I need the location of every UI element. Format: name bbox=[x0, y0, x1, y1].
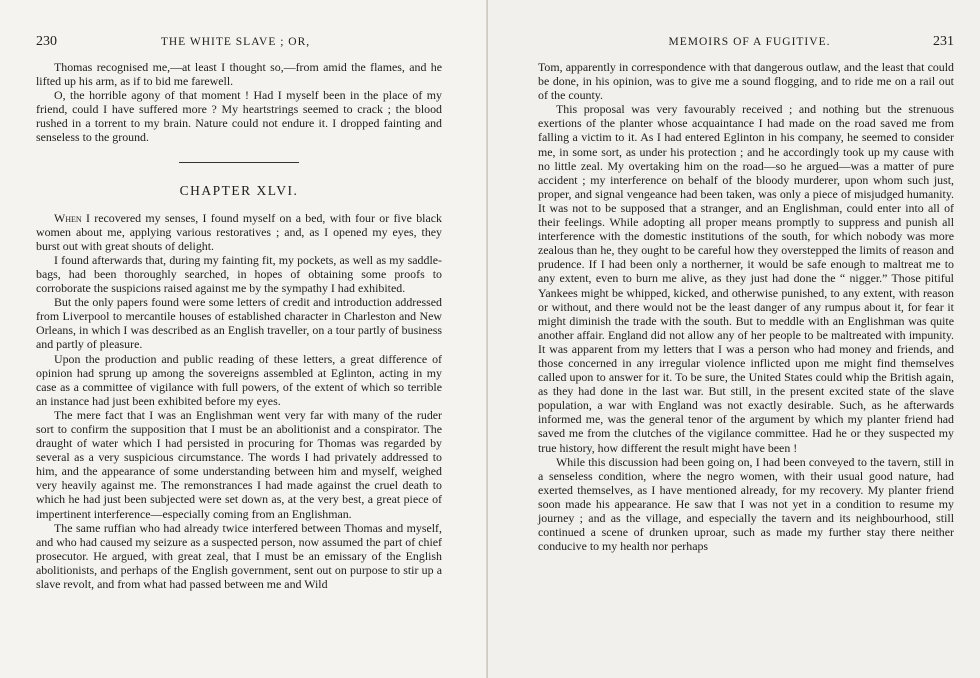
running-head-right: MEMOIRS OF A FUGITIVE. bbox=[668, 36, 831, 48]
paragraph: This proposal was very favourably received ; and nothing but the strenuous exertions of the planter whose acquaintance I had made on the road saved me from falling a victim to it. As I had entered Eglinton in his company, he seemed to consider me, in some sort, as under his protection ; and he accordingly took up my cause with no little zeal. My overtaking him on the road—so he argued—was a matter of pure accident ; my interference on behalf of the bloody murderer, upon whom such just, proper, and signal vengeance had been taken, was only a piece of misjudged humanity. It was not to be supposed that a stranger, and an Englishman, could enter into all of their feelings. While adopting all proper means promptly to suppress and punish all interference with the domestic institutions of the south, for which nobody was more zealous than he, they ought to be careful how they overstepped the limits of reason and prudence. If I had been only a northerner, it would be safe enough to maltreat me to any extent, even to burn me alive, as they just had done the “ nigger.” Those pitiful Yankees might be whipped, kicked, and otherwise punished, to any extent, with reason or without, and there would not be the least danger of any rumpus about it, for fear it might diminish the trade with the south. But to meddle with an Englishman was quite another affair. England did not allow any of her people to be maltreated with impunity. It was apparent from my letters that I was a person who had money and friends, and those concerned in any irregular violence inflicted upon me might find themselves called upon to answer for it. To be sure, the United States could whip the British again, as they had done in the last war. But still, in the present excited state of the slave population, a war with England was not exactly desirable. Such, as he afterwards informed me, was the general tenor of the argument by which my planter friend had saved me from the clutches of the vigilance committee. Had he or they suspected my true history, how different the result might have been ! bbox=[538, 102, 954, 455]
paragraph: The same ruffian who had already twice interfered between Thomas and myself, and who had caused my seizure as a suspected person, now assumed the part of chief prosecutor. He argued, with great zeal, that I must be an emissary of the English abolitionists, and perhaps of the English government, sent out on purpose to stir up a slave revolt, and from what had passed between me and Wild bbox=[36, 520, 442, 591]
paragraph: I found afterwards that, during my fainting fit, my pockets, as well as my saddle-bags, had been thoroughly searched, in hopes of obtaining some proofs to corroborate the suspicions raised against me by the sympathy I had exhibited. bbox=[36, 252, 442, 296]
paragraph: But the only papers found were some letters of credit and introduction addressed from Liverpool to mercantile houses of established character in Charleston and New Orleans, in which I was described as an English traveller, on a tour partly of business and partly of pleasure. bbox=[36, 295, 442, 352]
left-page bbox=[0, 0, 488, 678]
paragraph: O, the horrible agony of that moment ! Had I myself been in the place of my friend, could I have suffered more ? My heartstrings seemed to crack ; the blood rushed in a torrent to my brain. Nature could not endure it. I dropped fainting and senseless to the ground. bbox=[36, 88, 442, 145]
chapter-title: CHAPTER XLVI. bbox=[179, 182, 299, 198]
paragraph: Upon the production and public reading of these letters, a great difference of opinion had sprung up among the sovereigns assembled at Eglinton, acting in my case as a committee of vigilance with full powers, of the extent of which so terrible an instance had just been exhibited before my eyes. bbox=[36, 351, 442, 408]
paragraph: The mere fact that I was an Englishman went very far with many of the ruder sort to confirm the supposition that I must be an abolitionist and a conspirator. The draught of water which I had persisted in procuring for Thomas was regarded by several as a very suspicious circumstance. The words I had privately addressed to him, and the appearance of some understanding between him and myself, weighed very heavily against me. The remonstrances I had made against the cruel death to which he had just been subjected were set down as, at the very best, a great piece of impertinent interference—especially coming from an Englishman. bbox=[36, 407, 442, 521]
page-number-right: 231 bbox=[933, 34, 954, 49]
paragraph: While this discussion had been going on, I had been conveyed to the tavern, still in a senseless condition, where the negro women, with their usual good nature, had exerted themselves, as I have mentioned already, for my recovery. My planter friend soon made his appearance. He saw that I was not yet in a condition to resume my journey ; and as the village, and especially the tavern and its neighbourhood, still continued a scene of drunken uproar, such as made my further stay there neither conducive to my health nor perhaps bbox=[538, 454, 954, 554]
left-page-header bbox=[36, 34, 442, 50]
right-page-header bbox=[538, 34, 954, 50]
section-divider bbox=[179, 162, 299, 163]
right-page bbox=[488, 0, 980, 678]
continued-paragraph: Tom, apparently in correspondence with that dangerous outlaw, and the least that could be done, in his opinion, was to give me a sound flogging, and to ride me on a rail out of the county. bbox=[538, 60, 954, 103]
running-head-left: THE WHITE SLAVE ; OR, bbox=[160, 36, 311, 48]
paragraph: Thomas recognised me,—at least I thought so,—from amid the flames, and he lifted up his arm, as if to bid me farewell. bbox=[36, 60, 442, 89]
first-paragraph-text: I recovered my senses, I found myself on a bed, with four or five black women about me, applying various restoratives ; and, as I opened my eyes, they burst out with great shouts of delight. bbox=[36, 210, 442, 253]
page-number-left: 230 bbox=[36, 34, 57, 49]
first-word: When bbox=[54, 210, 82, 225]
chapter-opening-paragraph bbox=[36, 211, 442, 253]
